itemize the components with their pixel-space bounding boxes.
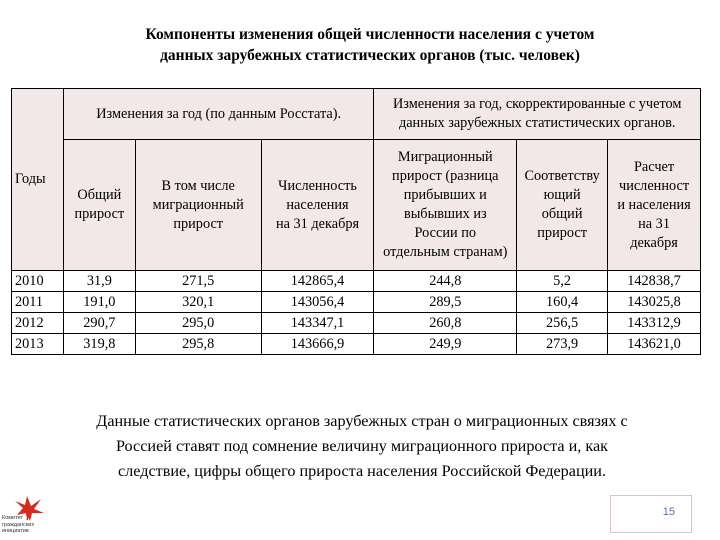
conclusion-line-2: Россией ставят под сомнение величину миграционного прироста и, как (115, 437, 609, 455)
header-row-1 (12, 89, 701, 140)
conclusion-line-3: следствие, цифры общего прироста населения Российской Федерации. (117, 462, 606, 480)
header-total-corrected: Соответству ющий общий прирост (517, 140, 608, 271)
slide-title (60, 24, 680, 66)
header-group-rosstat: Изменения за год (по данным Росстата). (63, 89, 374, 140)
header-population: Численность населения на 31 декабря (261, 140, 374, 271)
header-population-calc: Расчет численност и населения на 31 декабря (608, 140, 701, 271)
header-group-corrected (374, 89, 701, 140)
title-line-2: данных зарубежных статистических органов (тыс. человек) (160, 47, 580, 64)
page-number: 15 (662, 506, 675, 518)
header-total-growth: Общий прирост (63, 140, 135, 271)
table-row: 2010 31,9 271,5 142865,4 244,8 5,2 142838,7 (12, 271, 701, 292)
table-row: 2011 191,0 320,1 143056,4 289,5 160,4 143025,8 (12, 292, 701, 313)
group2-line-1: Изменения за год, скорректированные с учетом (392, 96, 682, 112)
table-row: 2013 319,8 295,8 143666,9 249,9 273,9 143621,0 (12, 334, 701, 355)
conclusion-line-1: Данные статистических органов зарубежных стран о миграционных связях с (96, 412, 628, 430)
header-row-2 (12, 140, 701, 271)
header-migration-corrected: Миграционный прирост (разница прибывших и выбывших из России по отдельным странам) (374, 140, 517, 271)
population-table (11, 88, 701, 355)
group2-line-2: данных зарубежных статистических органов. (398, 115, 676, 131)
conclusion-text (26, 409, 698, 484)
title-line-1: Компоненты изменения общей численности населения с учетом (145, 26, 595, 43)
table-row: 2012 290,7 295,0 143347,1 260,8 256,5 143312,9 (12, 313, 701, 334)
page-number-box (610, 495, 692, 533)
logo-caption: Комитет гражданских инициатив (2, 515, 35, 534)
header-years: Годы (12, 89, 64, 271)
header-migration-growth: В том числе миграционный прирост (135, 140, 261, 271)
